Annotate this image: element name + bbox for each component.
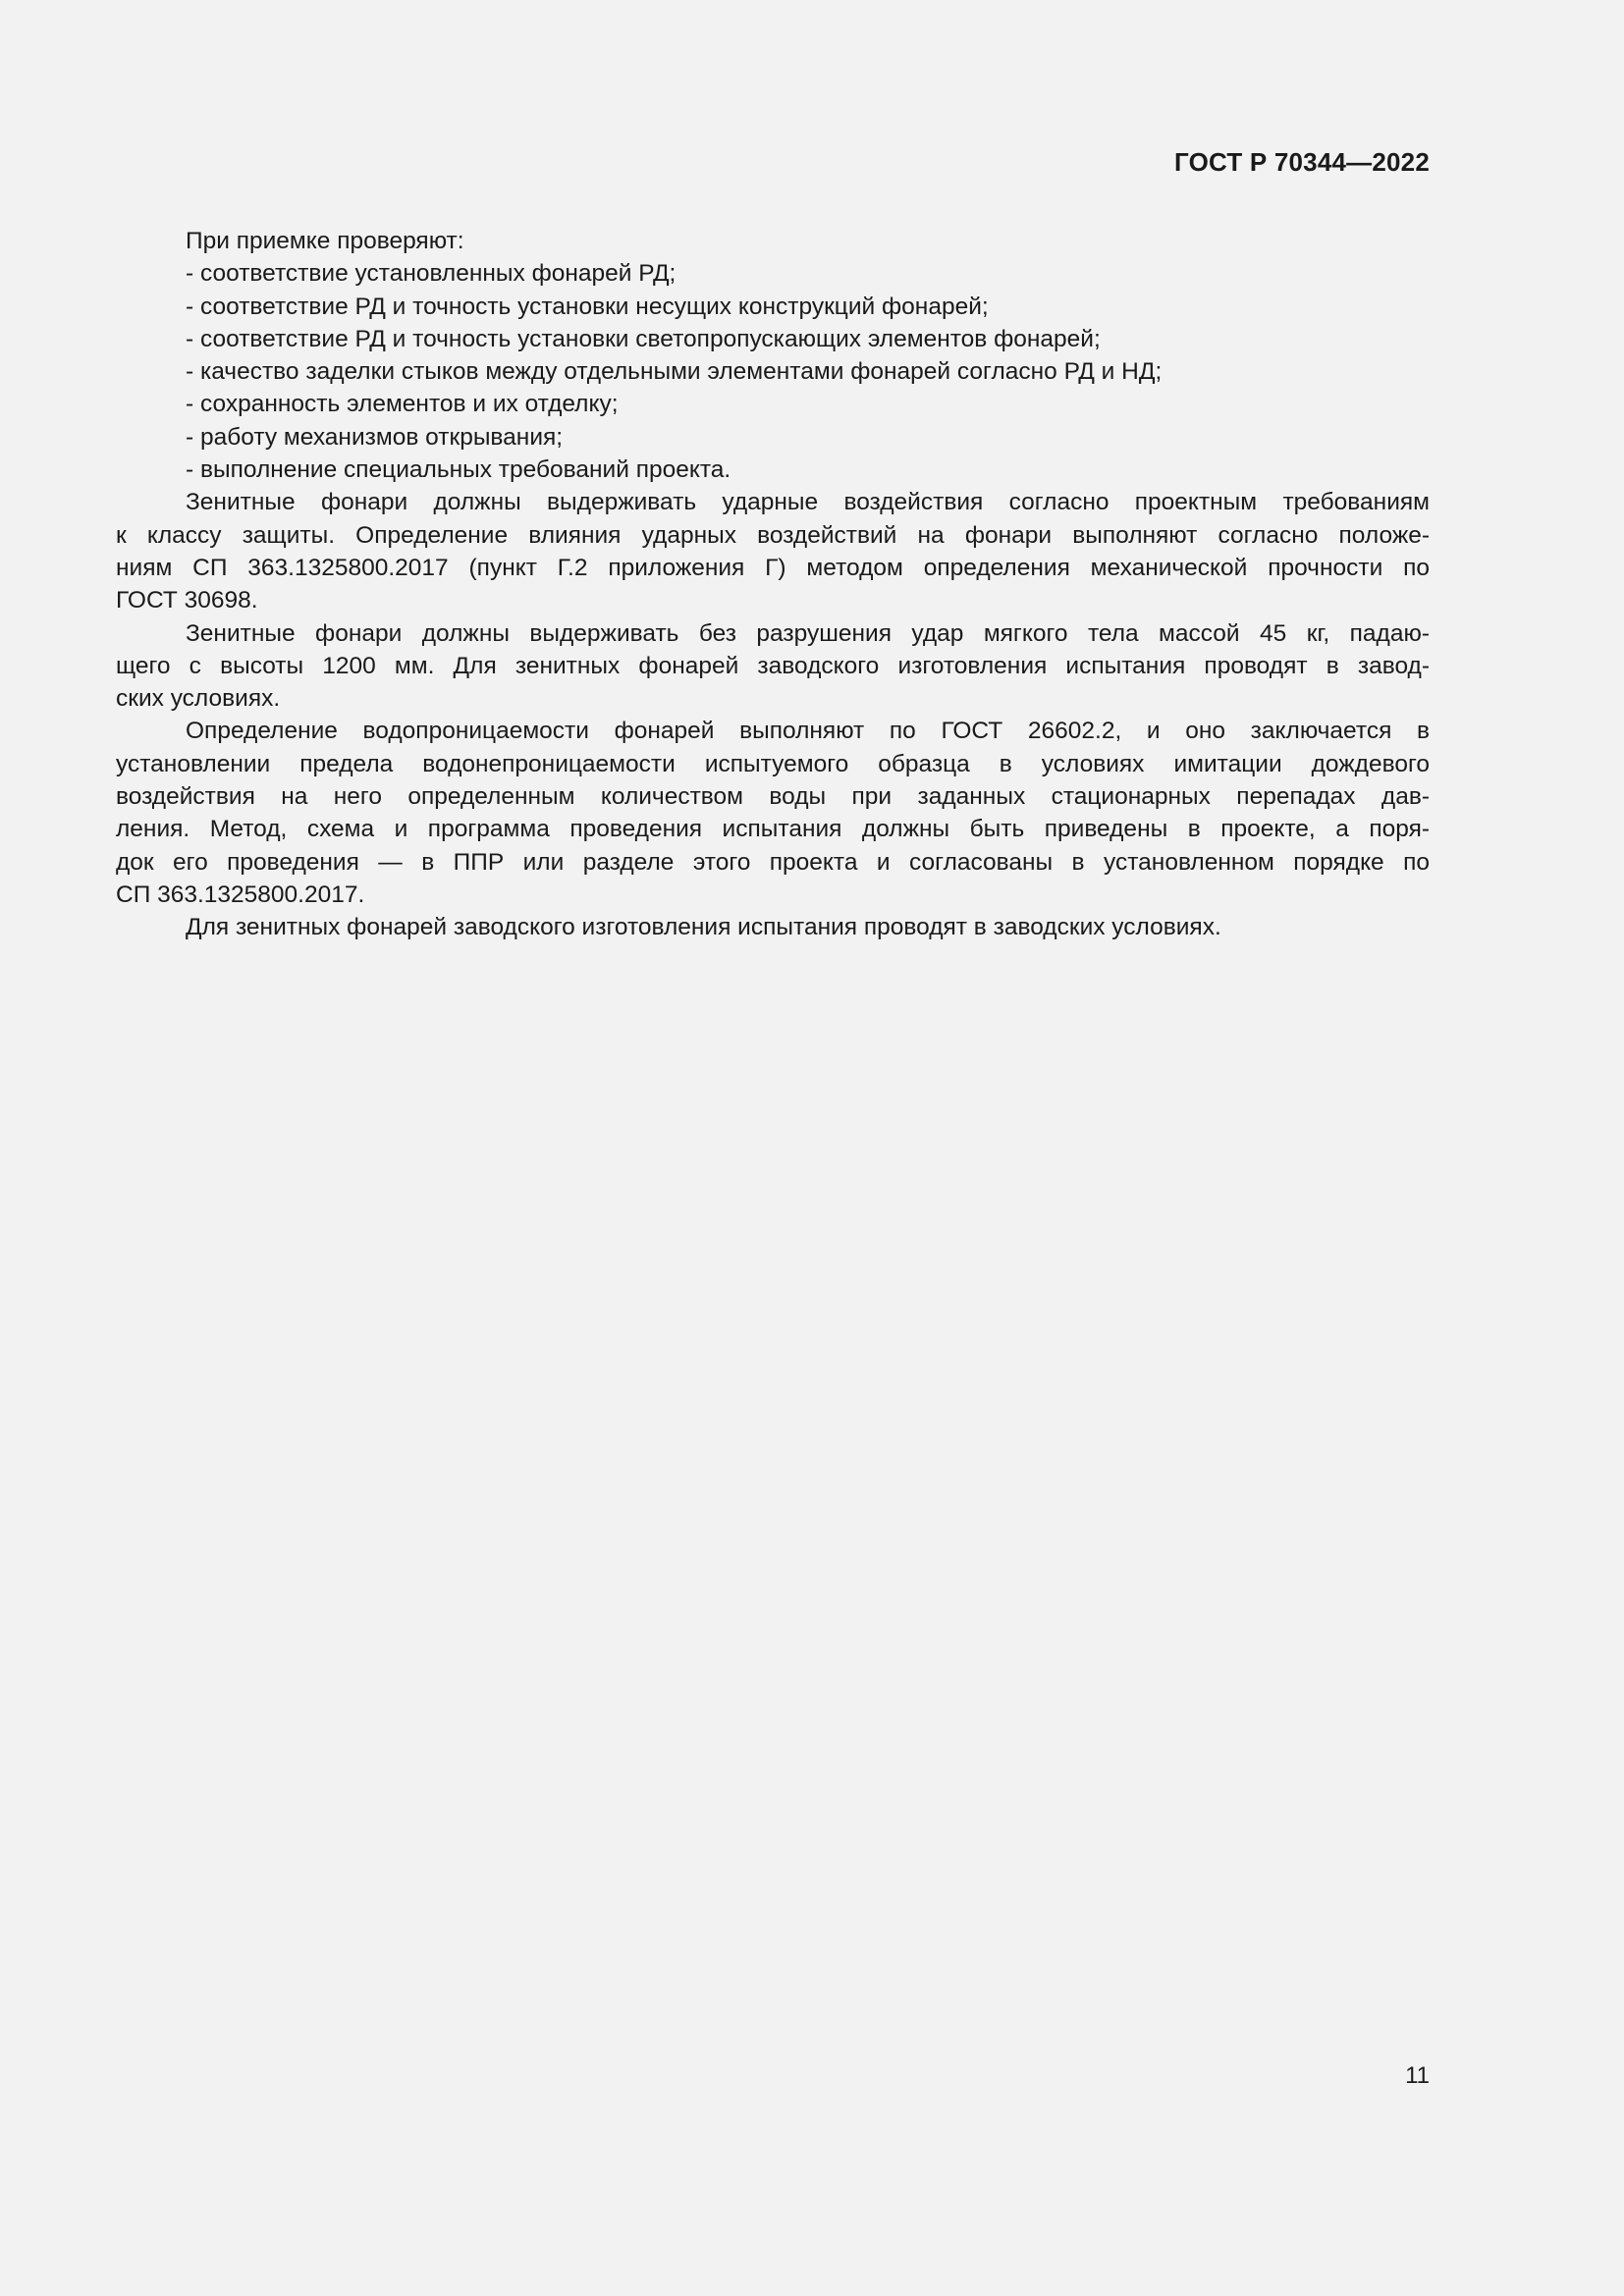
text-line: - соответствие установленных фонарей РД;: [186, 260, 677, 288]
text-line: щего с высоты 1200 мм. Для зенитных фонарей заводского изготовления испытания проводят в завод-: [116, 652, 1430, 679]
text-line: - работу механизмов открывания;: [186, 423, 564, 451]
text-line: док его проведения — в ППР или разделе этого проекта и согласованы в установленном порядке по: [116, 848, 1430, 876]
text-line: к классу защиты. Определение влияния ударных воздействий на фонари выполняют согласно положе-: [116, 521, 1430, 549]
text-line: ления. Метод, схема и программа проведения испытания должны быть приведены в проекте, а поря-: [116, 816, 1430, 843]
text-line: ГОСТ 30698.: [116, 587, 258, 614]
text-line: - сохранность элементов и их отделку;: [186, 391, 619, 418]
page-number: 11: [1405, 2062, 1430, 2089]
text-line: При приемке проверяют:: [186, 228, 464, 254]
text-line: - соответствие РД и точность установки несущих конструкций фонарей;: [186, 293, 989, 320]
text-line: - соответствие РД и точность установки светопропускающих элементов фонарей;: [186, 325, 1101, 352]
document-body: [116, 225, 1430, 944]
text-line: Зенитные фонари должны выдерживать без разрушения удар мягкого тела массой 45 кг, падаю-: [186, 619, 1430, 647]
document-designation: ГОСТ Р 70344—2022: [1174, 147, 1430, 177]
text-line: ских условиях.: [116, 685, 281, 713]
text-line: установлении предела водонепроницаемости испытуемого образца в условиях имитации дождевого: [116, 750, 1430, 777]
text-line: воздействия на него определенным количеством воды при заданных стационарных перепадах дав-: [116, 783, 1430, 811]
text-line: Для зенитных фонарей заводского изготовления испытания проводят в заводских условиях.: [186, 914, 1221, 941]
text-line: Зенитные фонари должны выдерживать ударные воздействия согласно проектным требованиям: [186, 489, 1430, 516]
text-line: - выполнение специальных требований проекта.: [186, 456, 731, 484]
text-line: ниям СП 363.1325800.2017 (пункт Г.2 приложения Г) методом определения механической прочности по: [116, 554, 1430, 581]
text-line: СП 363.1325800.2017.: [116, 881, 365, 908]
text-line: Определение водопроницаемости фонарей выполняют по ГОСТ 26602.2, и оно заключается в: [186, 718, 1430, 745]
text-line: - качество заделки стыков между отдельными элементами фонарей согласно РД и НД;: [186, 358, 1163, 386]
